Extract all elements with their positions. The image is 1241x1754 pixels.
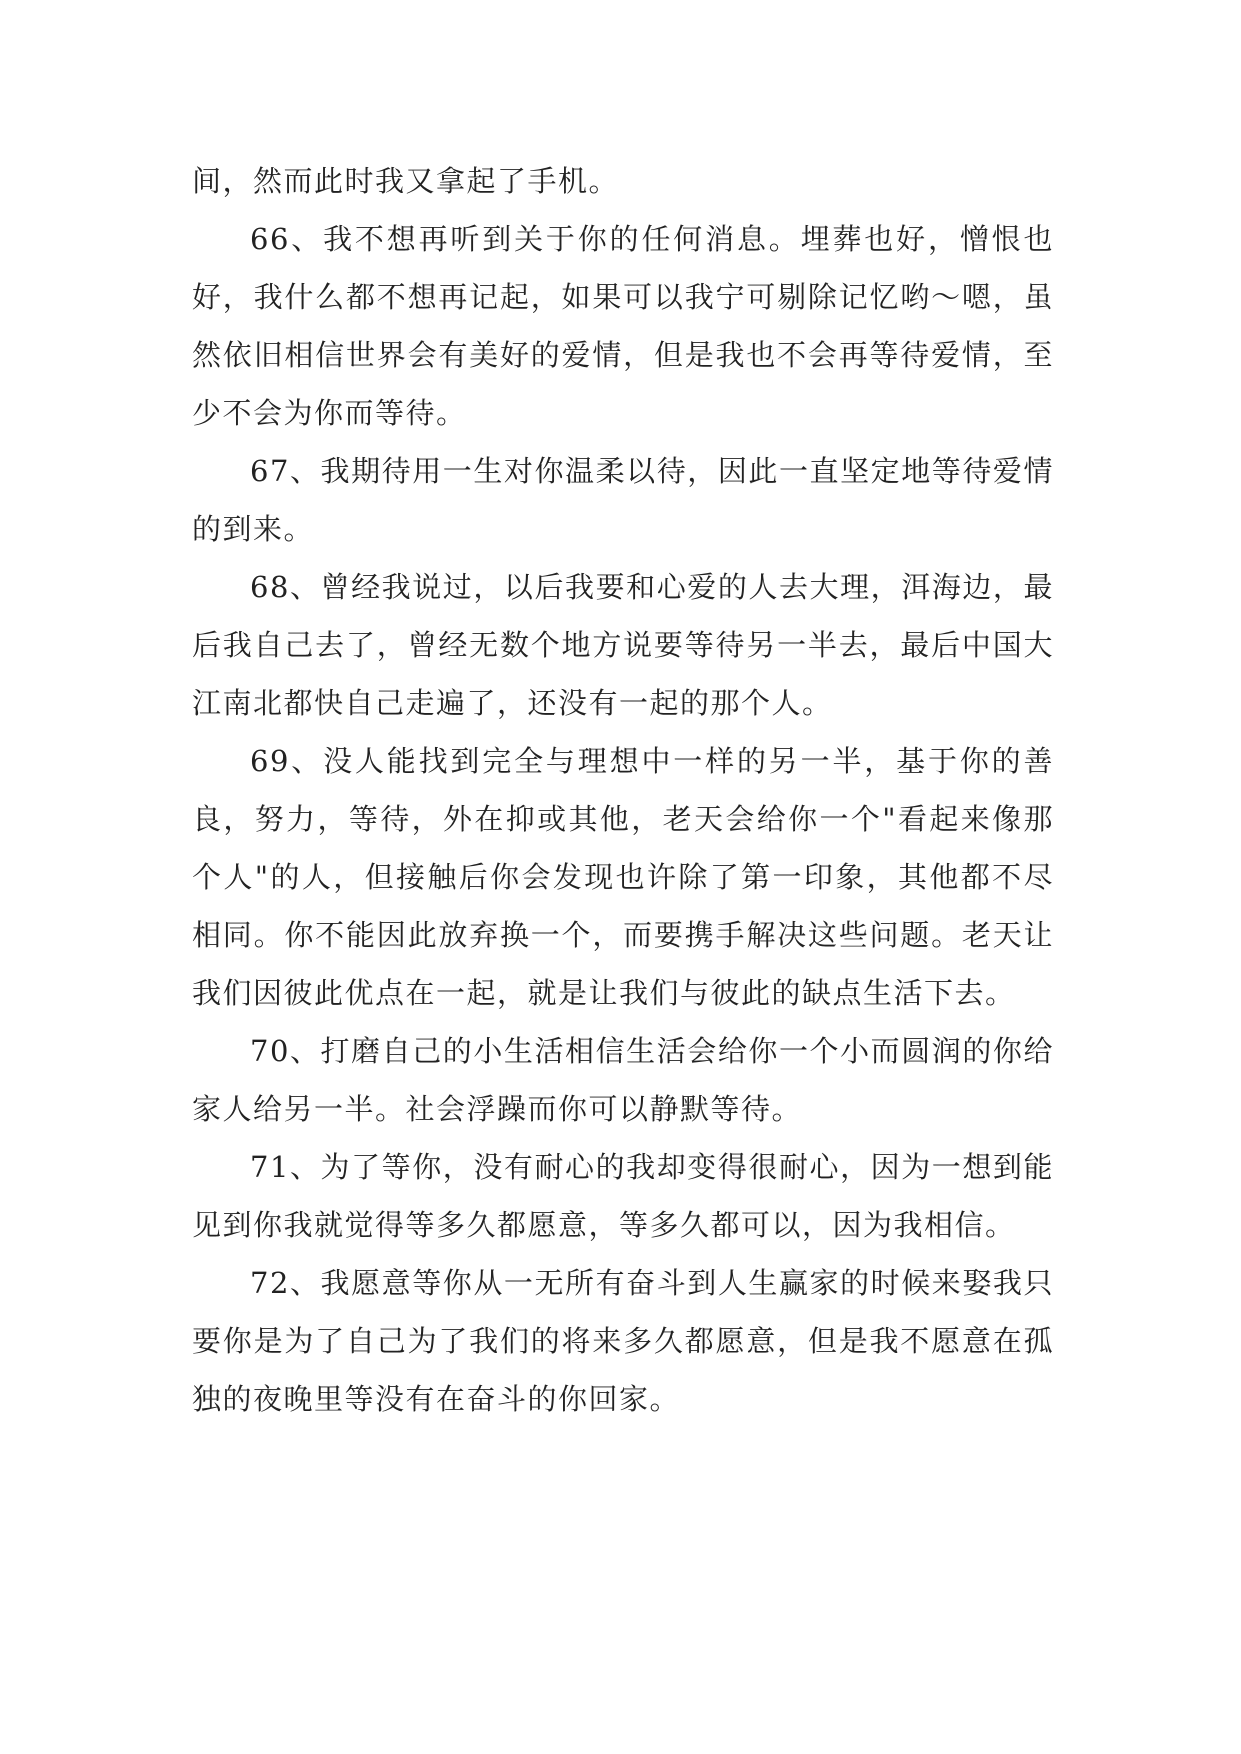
document-body — [192, 152, 1054, 1428]
paragraph-69: 69、没人能找到完全与理想中一样的另一半，基于你的善良，努力，等待，外在抑或其他，老天会给你一个"看起来像那个人"的人，但接触后你会发现也许除了第一印象，其他都不尽相同。你不能因此放弃换一个，而要携手解决这些问题。老天让我们因彼此优点在一起，就是让我们与彼此的缺点生活下去。 — [192, 744, 1054, 1010]
paragraph-68: 68、曾经我说过，以后我要和心爱的人去大理，洱海边，最后我自己去了，曾经无数个地方说要等待另一半去，最后中国大江南北都快自己走遍了，还没有一起的那个人。 — [192, 570, 1054, 720]
paragraph-continuation: 间，然而此时我又拿起了手机。 — [192, 164, 620, 198]
paragraph-71: 71、为了等你，没有耐心的我却变得很耐心，因为一想到能见到你我就觉得等多久都愿意，等多久都可以，因为我相信。 — [192, 1150, 1054, 1242]
paragraph-70: 70、打磨自己的小生活相信生活会给你一个小而圆润的你给家人给另一半。社会浮躁而你可以静默等待。 — [192, 1034, 1054, 1126]
paragraph-67: 67、我期待用一生对你温柔以待，因此一直坚定地等待爱情的到来。 — [192, 454, 1054, 546]
paragraph-66: 66、我不想再听到关于你的任何消息。埋葬也好，憎恨也好，我什么都不想再记起，如果可以我宁可剔除记忆哟～嗯，虽然依旧相信世界会有美好的爱情，但是我也不会再等待爱情，至少不会为你而等待。 — [192, 222, 1054, 430]
paragraph-72: 72、我愿意等你从一无所有奋斗到人生赢家的时候来娶我只要你是为了自己为了我们的将来多久都愿意，但是我不愿意在孤独的夜晚里等没有在奋斗的你回家。 — [192, 1266, 1054, 1416]
